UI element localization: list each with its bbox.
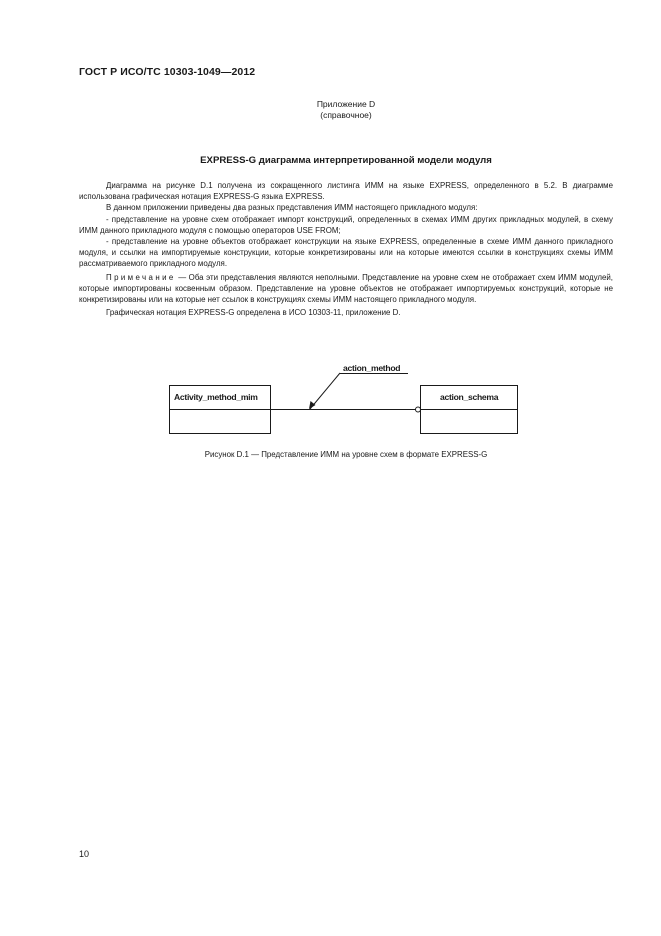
note-text: — Оба эти представления являются неполными. Представление на уровне схем не отображает схем ИММ модулей, которые импортированы косвенным образом. Представление на уровне объектов не отображает импортируемых конструкций, которые не конкретизированы или на которые нет ссылок в конструкциях схемы ИММ настоящего прикладного модуля.	[79, 272, 613, 305]
body-text	[79, 180, 613, 318]
paragraph-schema-level: - представление на уровне схем отображает импорт конструкций, определенных в схемах ИММ других прикладных модулей, в схему ИММ данного прикладного модуля с помощью операторов USE FROM;	[79, 214, 613, 235]
paragraph-notation-reference: Графическая нотация EXPRESS-G определена в ИСО 10303-11, приложение D.	[106, 308, 401, 318]
paragraph-representations: В данном приложении приведены два разных представления ИММ настоящего прикладного модуля:	[106, 203, 478, 213]
right-schema-label: action_schema	[440, 392, 499, 402]
relationship-end-circle	[416, 407, 421, 412]
right-schema-box	[421, 386, 518, 434]
left-schema-label: Activity_method_mim	[174, 392, 258, 402]
left-schema-box	[170, 386, 271, 434]
paragraph-diagram-source: Диаграмма на рисунке D.1 получена из сокращенного листинга ИММ на языке EXPRESS, определенного в 5.2. В диаграмме использована графическая нотация EXPRESS-G языка EXPRESS.	[79, 181, 613, 202]
note-label: Примечание	[106, 272, 176, 282]
leader-arrowhead	[309, 401, 316, 409]
note-paragraph	[79, 272, 613, 306]
page-number: 10	[79, 849, 90, 859]
relationship-label: action_method	[343, 363, 401, 373]
figure-caption: Рисунок D.1 — Представление ИММ на уровне схем в формате EXPRESS-G	[204, 450, 488, 459]
paragraph-entity-level: - представление на уровне объектов отображает конструкции на языке EXPRESS, определенные в схеме ИММ данного прикладного модуля, и ссылки на импортируемые конструкции, которые конкретизированы или на которые имеются ссылки в конструкциях схемы ИММ рассматриваемого прикладного модуля.	[79, 237, 613, 269]
section-title: EXPRESS-G диаграмма интерпретированной модели модуля	[200, 155, 492, 166]
annex-title: Приложение D	[316, 99, 376, 109]
annex-status: (справочное)	[320, 110, 372, 120]
label-leader-line	[310, 373, 340, 409]
standard-designation: ГОСТ Р ИСО/ТС 10303-1049—2012	[79, 66, 256, 78]
